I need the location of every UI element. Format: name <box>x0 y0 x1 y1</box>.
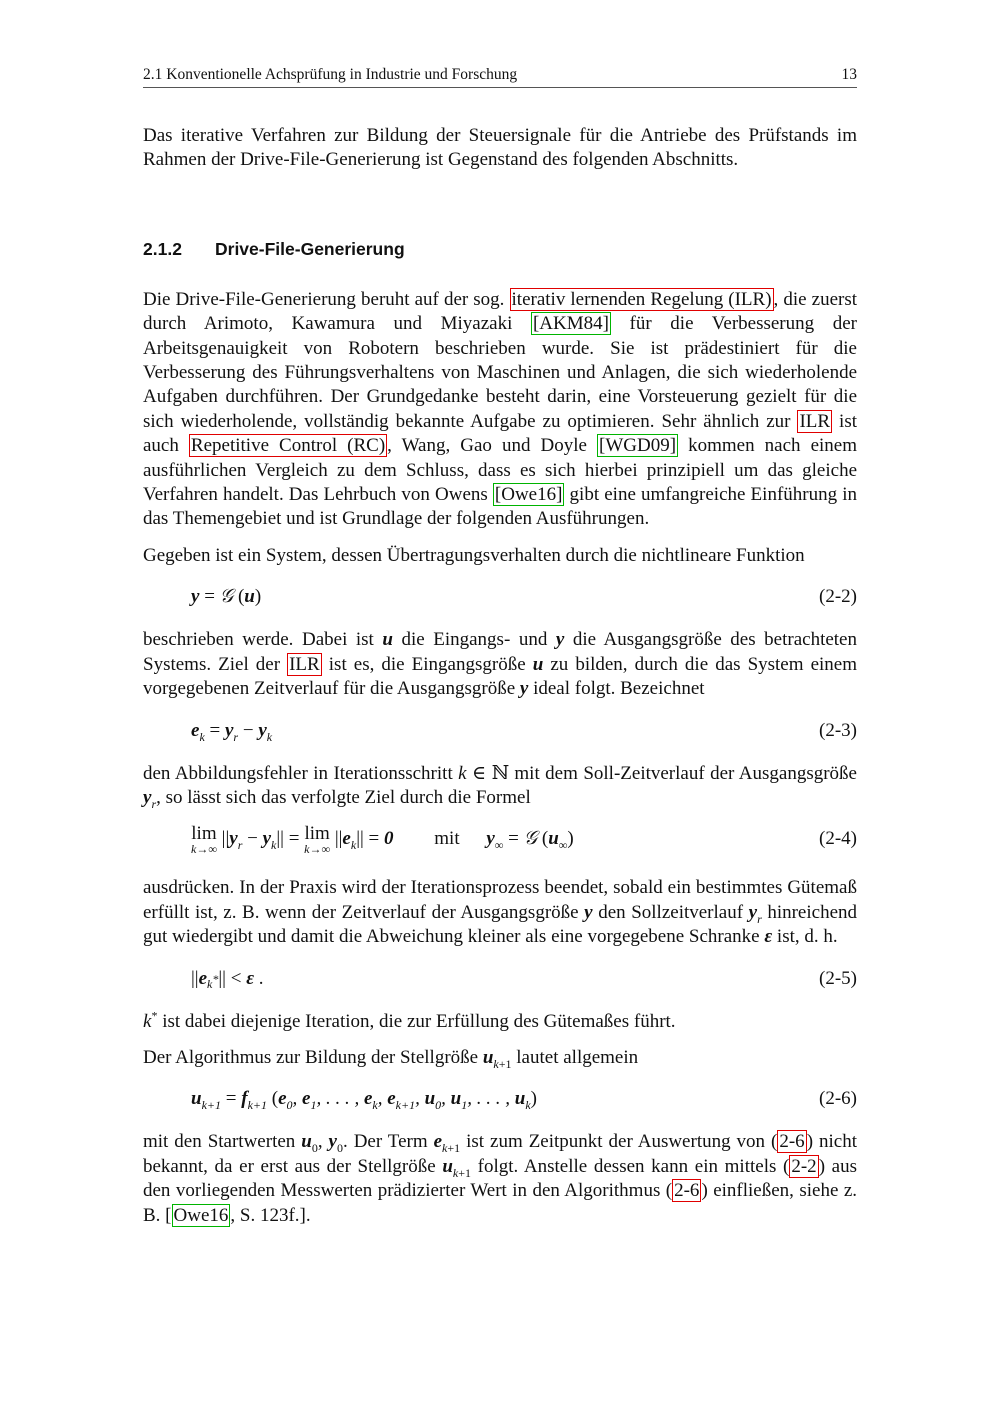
equation-number: (2-5) <box>819 967 857 989</box>
paragraph-system: Gegeben ist ein System, dessen Übertragungsverhalten durch die nichtlineare Funktion <box>143 544 805 566</box>
section-number: 2.1.2 <box>143 238 182 259</box>
equation-number: (2-6) <box>819 1088 857 1110</box>
link-ilr[interactable]: ILR <box>799 410 831 432</box>
equation-ref-2-6[interactable]: 2-6 <box>674 1180 700 1202</box>
citation-akm84[interactable]: [AKM84] <box>532 313 609 335</box>
equation-number: (2-4) <box>819 828 857 850</box>
paragraph-algorithm: Der Algorithmus zur Bildung der Stellgröße $u_{k+1}$ lautet allgemein <box>143 1046 639 1071</box>
paragraph-kstar: k* ist dabei diejenige Iteration, die zur Erfüllung des Gütemaßes führt. <box>143 1008 676 1032</box>
paragraph-ilr-intro: Die Drive-File-Generierung beruht auf der sog. iterativ lernenden Regelung (ILR) , die zuerst durch Arimoto, Kawamura und Miyazaki [AKM84] für die Verbesserung der Arbeitsgenauigkeit von Robotern beschrieben wurde. Sie ist prädestiniert für die Verbesserung des Führungsverhaltens von Maschinen und Anlagen, die sich wiederholende Aufgaben durchführen. Der Grundgedanke besteht darin, eine Vorsteuerung gezielt für die sich wiederholende, vollständig bekannte Aufgabe zu optimieren. Sehr ähnlich zur ILR ist auch Repetitive Control (RC) , Wang, Gao und Doyle [WGD09] kommen nach einem ausführlichen Vergleich zu dem Schluss, dass es sich hierbei prinzipiell um das gleiche Verfahren handelt. Das Lehrbuch von Owens [Owe16] gibt eine umfangreiche Einführung in das Themengebiet und ist Grundlage der folgenden Ausführungen. <box>143 288 858 530</box>
equation-2-5: $||e_{k^*}|| < \varepsilon$ . (2-5) <box>143 964 857 994</box>
link-ilr-glossary[interactable]: iterativ lernenden Regelung (ILR) <box>511 288 772 310</box>
running-header <box>143 66 857 88</box>
equation-number: (2-2) <box>819 586 857 608</box>
equation-2-2: y = 𝒢 (u) (2-2) <box>143 582 857 612</box>
equation-2-4: lim k→∞ $||y_r - y_k|| = \lim$ k→∞ $||e_k|| = 0$ mit $y_\infty$ = 𝒢 $(u_\infty)$ (2-4) <box>191 823 857 857</box>
citation-owe16[interactable]: [Owe16] <box>494 484 563 506</box>
paragraph-goal: beschrieben werde. Dabei ist u die Eingangs- und y die Ausgangsgröße des betrachteten Systems. Ziel der ILR ist es, die Eingangsgröße u zu bilden, durch die das System einem vorgegebenen Zeitverlauf für die Ausgangsgröße y ideal folgt. Bezeichnet <box>143 629 857 700</box>
section-heading <box>143 239 857 260</box>
paragraph-error: den Abbildungsfehler in Iterationsschritt k ∈ ℕ mit dem Soll-Zeitverlauf der Ausgangsgröße $y_r$, so lässt sich das verfolgte Ziel durch die Formel <box>143 762 857 811</box>
section-title: Drive-File-Generierung <box>215 238 405 259</box>
equation-word-mit: mit <box>434 828 460 850</box>
citation-owe16[interactable]: Owe16 <box>173 1204 229 1226</box>
paragraph-startvalues: mit den Startwerten $u_0$, $y_0$. Der Term $e_{k+1}$ ist zum Zeitpunkt der Auswertung von ( 2-6 ) nicht bekannt, da er erst aus der Stellgröße $u_{k+1}$ folgt. Anstelle dessen kann ein mittels ( 2-2 ) aus den vorliegenden Messwerten prädizierter Wert in den Algorithmus ( 2-6 ) einfließen, siehe z. B. [ Owe16 , S. 123f.]. <box>143 1131 858 1226</box>
link-ilr[interactable]: ILR <box>289 653 320 675</box>
equation-2-3: $e_k = y_r - y_k$ (2-3) <box>143 716 857 746</box>
header-title: 2.1 Konventionelle Achsprüfung in Industrie und Forschung <box>143 66 518 83</box>
equation-ref-2-6[interactable]: 2-6 <box>779 1131 805 1153</box>
equation-number: (2-3) <box>819 719 857 741</box>
citation-wgd09[interactable]: [WGD09] <box>599 435 677 457</box>
equation-ref-2-2[interactable]: 2-2 <box>791 1155 817 1177</box>
link-rc-glossary[interactable]: Repetitive Control (RC) <box>190 435 386 457</box>
page-number: 13 <box>841 66 857 83</box>
intro-paragraph: Das iterative Verfahren zur Bildung der Steuersignale für die Antriebe des Prüfstands im Rahmen der Drive-File-Generierung ist Gegenstand des folgenden Abschnitts. <box>143 125 857 171</box>
paragraph-practice: ausdrücken. In der Praxis wird der Iterationsprozess beendet, sobald ein bestimmtes Gütemaß erfüllt ist, z. B. wenn der Zeitverlauf der Ausgangsgröße y den Sollzeitverlauf $y_r$ hinreichend gut wiedergibt und damit die Abweichung kleiner als eine vorgegebene Schranke ε ist, d. h. <box>143 877 857 948</box>
page <box>143 66 857 1228</box>
equation-2-6: $u_{k+1} = f_{k+1}$ ($e_0$, $e_1$, . . . , $e_k$, $e_{k+1}$, $u_0$, $u_1$, . . . , $u_k$) (2-6) <box>143 1084 857 1114</box>
